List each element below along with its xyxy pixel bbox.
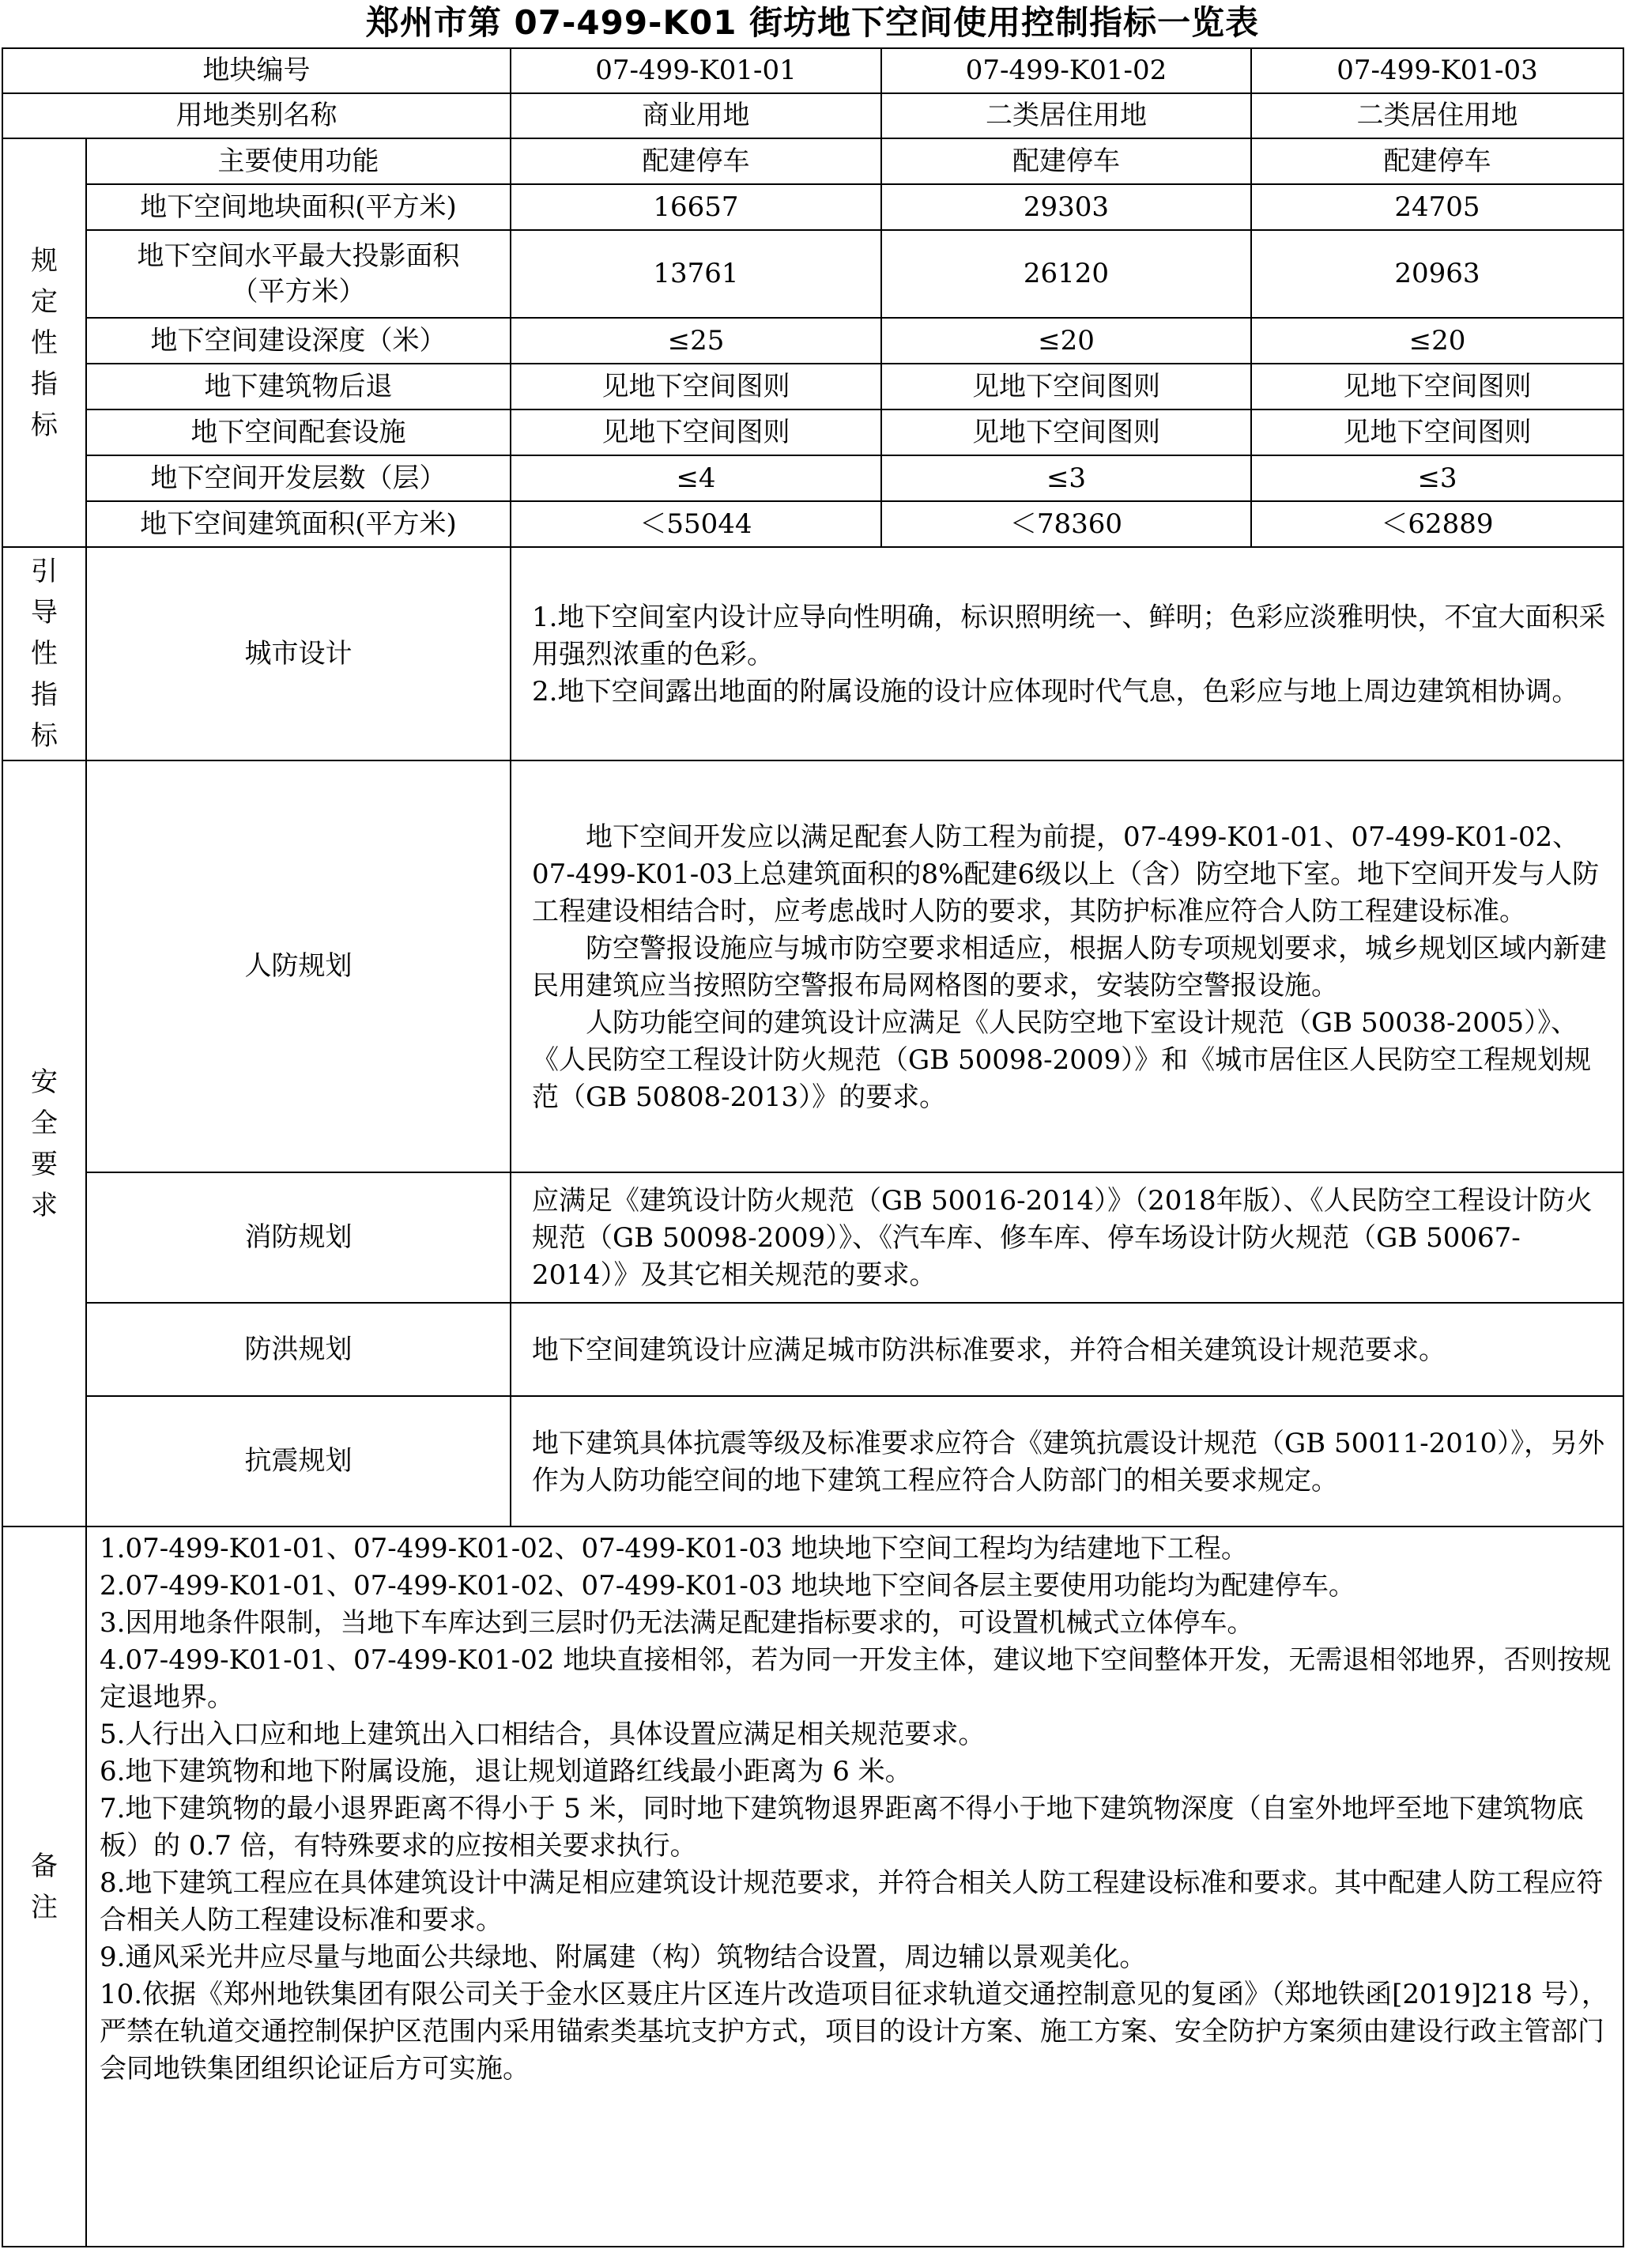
reg-row-function: [2, 138, 1623, 184]
reg-value: 见地下空间图则: [1251, 364, 1623, 409]
reg-value: 16657: [511, 184, 881, 230]
safety-row-flood: [2, 1303, 1623, 1396]
reg-row-projection: [2, 230, 1623, 318]
reg-value: ≤4: [511, 455, 881, 501]
safety-item-text: [511, 1396, 1623, 1526]
reg-value: 见地下空间图则: [511, 364, 881, 409]
landuse-1: 商业用地: [511, 93, 881, 138]
reg-row-area: [2, 184, 1623, 230]
reg-value: 见地下空间图则: [881, 409, 1251, 455]
paragraph: 地下空间建筑设计应满足城市防洪标准要求，并符合相关建筑设计规范要求。: [532, 1334, 1446, 1366]
remark-item: 8.地下建筑工程应在具体建筑设计中满足相应建筑设计规范要求，并符合相关人防工程建设标准和要求。其中配建人防工程应符合相关人防工程建设标准和要求。: [100, 1867, 1604, 1936]
landuse-label: 用地类别名称: [2, 93, 511, 138]
guiding-section-label: 引 导 性 指 标: [2, 547, 86, 760]
reg-value: 26120: [881, 230, 1251, 318]
remark-item: 10.依据《郑州地铁集团有限公司关于金水区聂庄片区连片改造项目征求轨道交通控制意见的复函》（郑地铁函[2019]218 号），严禁在轨道交通控制保护区范围内采用锚索类基坑支护方式，项目的设计方案、施工方案、安全防护方案须由建设行政主管部门会同地铁集团组织论证后方可实施。: [100, 1979, 1608, 2085]
safety-item-text: [511, 1303, 1623, 1396]
safety-item-label: 消防规划: [86, 1172, 511, 1303]
paragraph: 地下空间开发应以满足配套人防工程为前提，07-499-K01-01、07-499-K01-02、07-499-K01-03上总建筑面积的8%配建6级以上（含）防空地下室。地下空间开发与人防工程建设相结合时，应考虑战时人防的要求，其防护标准应符合人防工程建设标准。: [532, 821, 1600, 927]
paragraph: 1.地下空间室内设计应导向性明确，标识照明统一、鲜明；色彩应淡雅明快，不宜大面积采用强烈浓重的色彩。: [532, 601, 1606, 670]
reg-value: 见地下空间图则: [1251, 409, 1623, 455]
reg-value: 29303: [881, 184, 1251, 230]
reg-label: 地下空间配套设施: [86, 409, 511, 455]
block-id-2: 07-499-K01-02: [881, 48, 1251, 93]
paragraph: 防空警报设施应与城市防空要求相适应，根据人防专项规划要求，城乡规划区域内新建民用建筑应当按照防空警报布局网格图的要求，安装防空警报设施。: [532, 932, 1607, 1002]
paragraph: 应满足《建筑设计防火规范（GB 50016-2014）》（2018年版）、《人民防空工程设计防火规范（GB 50098-2009）》、《汽车库、修车库、停车场设计防火规范（GB 50067-2014）》及其它相关规范的要求。: [532, 1185, 1593, 1291]
reg-label: 地下建筑物后退: [86, 364, 511, 409]
safety-item-label: 抗震规划: [86, 1396, 511, 1526]
block-id-1: 07-499-K01-01: [511, 48, 881, 93]
remark-item: 2.07-499-K01-01、07-499-K01-02、07-499-K01-03 地块地下空间各层主要使用功能均为配建停车。: [100, 1570, 1355, 1602]
remarks-section-label: 备 注: [2, 1526, 86, 2247]
reg-value: 20963: [1251, 230, 1623, 318]
reg-value: 配建停车: [881, 138, 1251, 184]
document-title: 郑州市第 07-499-K01 街坊地下空间使用控制指标一览表: [365, 3, 1260, 42]
block-id-label: 地块编号: [2, 48, 511, 93]
block-id-3: 07-499-K01-03: [1251, 48, 1623, 93]
remark-item: 7.地下建筑物的最小退界距离不得小于 5 米，同时地下建筑物退界距离不得小于地下建筑物深度（自室外地坪至地下建筑物底板）的 0.7 倍，有特殊要求的应按相关要求执行。: [100, 1793, 1584, 1862]
reg-label: 地下空间水平最大投影面积 （平方米）: [86, 230, 511, 318]
paragraph: 2.地下空间露出地面的附属设施的设计应体现时代气息，色彩应与地上周边建筑相协调。: [532, 675, 1579, 708]
landuse-2: 二类居住用地: [881, 93, 1251, 138]
guiding-item-label: 城市设计: [86, 547, 511, 760]
reg-value: ≤3: [1251, 455, 1623, 501]
control-index-table: [2, 47, 1624, 2247]
header-row-landuse: [2, 93, 1623, 138]
safety-item-label: 人防规划: [86, 760, 511, 1172]
safety-row-civil-defense: [2, 760, 1623, 1172]
reg-value: 见地下空间图则: [881, 364, 1251, 409]
reg-value: 配建停车: [1251, 138, 1623, 184]
safety-row-fire: [2, 1172, 1623, 1303]
header-row-block-id: [2, 48, 1623, 93]
remark-item: 6.地下建筑物和地下附属设施，退让规划道路红线最小距离为 6 米。: [100, 1756, 912, 1787]
reg-value: 24705: [1251, 184, 1623, 230]
guiding-row-urban-design: [2, 547, 1623, 760]
reg-value: ≤25: [511, 318, 881, 364]
guiding-text: [511, 547, 1623, 760]
reg-value: ≤3: [881, 455, 1251, 501]
landuse-3: 二类居住用地: [1251, 93, 1623, 138]
reg-value: ≤20: [881, 318, 1251, 364]
reg-value: ＜62889: [1251, 501, 1623, 547]
reg-label: 主要使用功能: [86, 138, 511, 184]
paragraph: 地下建筑具体抗震等级及标准要求应符合《建筑抗震设计规范（GB 50011-2010）》，另外作为人防功能空间的地下建筑工程应符合人防部门的相关要求规定。: [532, 1427, 1605, 1496]
reg-row-floor-area: [2, 501, 1623, 547]
remark-item: 4.07-499-K01-01、07-499-K01-02 地块直接相邻，若为同一开发主体，建议地下空间整体开发，无需退相邻地界，否则按规定退地界。: [100, 1644, 1612, 1713]
safety-item-label: 防洪规划: [86, 1303, 511, 1396]
remark-item: 3.因用地条件限制，当地下车库达到三层时仍无法满足配建指标要求的，可设置机械式立体停车。: [100, 1607, 1254, 1639]
safety-item-text: [511, 760, 1623, 1172]
reg-value: ≤20: [1251, 318, 1623, 364]
reg-value: ＜78360: [881, 501, 1251, 547]
reg-value: 见地下空间图则: [511, 409, 881, 455]
remark-item: 1.07-499-K01-01、07-499-K01-02、07-499-K01-03 地块地下空间工程均为结建地下工程。: [100, 1533, 1248, 1564]
remarks-row: [2, 1526, 1623, 2247]
paragraph: 人防功能空间的建筑设计应满足《人民防空地下室设计规范（GB 50038-2005）》、《人民防空工程设计防火规范（GB 50098-2009）》和《城市居住区人民防空工程规划规范（GB 50808-2013）》的要求。: [532, 1006, 1592, 1113]
remark-item: 9.通风采光井应尽量与地面公共绿地、附属建（构）筑物结合设置，周边辅以景观美化。: [100, 1942, 1147, 1973]
reg-value: ＜55044: [511, 501, 881, 547]
remark-item: 5.人行出入口应和地上建筑出入口相结合，具体设置应满足相关规范要求。: [100, 1719, 986, 1750]
remarks-text: [86, 1526, 1623, 2247]
reg-value: 13761: [511, 230, 881, 318]
regulatory-section-label: 规 定 性 指 标: [2, 138, 86, 547]
reg-value: 配建停车: [511, 138, 881, 184]
reg-row-floors: [2, 455, 1623, 501]
safety-item-text: [511, 1172, 1623, 1303]
reg-label: 地下空间建设深度（米）: [86, 318, 511, 364]
reg-row-setback: [2, 364, 1623, 409]
reg-label: 地下空间地块面积(平方米): [86, 184, 511, 230]
reg-row-facilities: [2, 409, 1623, 455]
safety-row-seismic: [2, 1396, 1623, 1526]
reg-label: 地下空间开发层数（层）: [86, 455, 511, 501]
reg-row-depth: [2, 318, 1623, 364]
safety-section-label: 安 全 要 求: [2, 760, 86, 1526]
reg-label: 地下空间建筑面积(平方米): [86, 501, 511, 547]
